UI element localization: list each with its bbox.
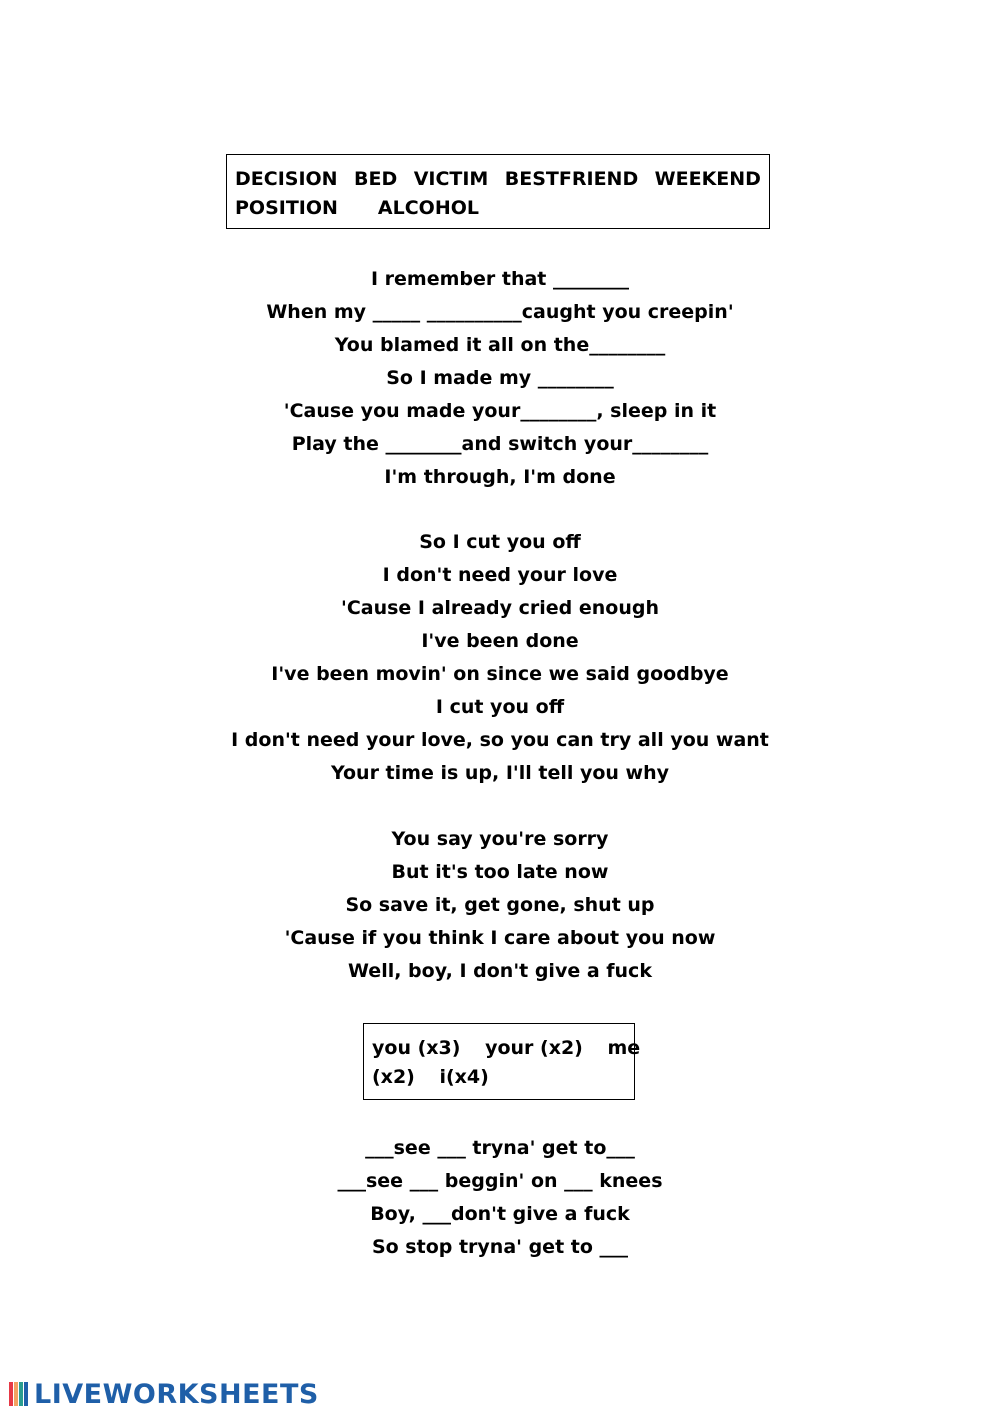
chorus [0, 526, 1000, 790]
lyric-line: You blamed it all on the________ [334, 334, 666, 356]
lyric-line: When my _____ __________caught you creepin' [266, 301, 734, 323]
word-bank-item: WEEKEND [654, 168, 761, 190]
pronoun-bank-row-1 [372, 1034, 641, 1063]
pronoun-bank-item: me [607, 1037, 641, 1059]
lyric-line: 'Cause if you think I care about you now [284, 927, 716, 949]
lyric-line: I've been movin' on since we said goodbye [271, 663, 729, 685]
lyric-line: I cut you off [435, 696, 565, 718]
lyric-line: So I made my ________ [386, 367, 614, 389]
word-bank-item: ALCOHOL [377, 197, 479, 219]
liveworksheets-logo [8, 1378, 319, 1410]
word-bank-box [226, 154, 770, 229]
liveworksheets-logo-text: LIVEWORKSHEETS [34, 1378, 319, 1410]
word-bank-item: VICTIM [413, 168, 489, 190]
lyric-line: 'Cause you made your________, sleep in it [283, 400, 717, 422]
lyric-line: So I cut you off [419, 531, 581, 553]
word-bank-item: BESTFRIEND [504, 168, 639, 190]
word-bank-item: POSITION [235, 197, 338, 219]
lyric-line: So stop tryna' get to ___ [371, 1236, 629, 1258]
lyric-line: I don't need your love [382, 564, 618, 586]
verse-2 [0, 823, 1000, 988]
lyric-line: But it's too late now [391, 861, 609, 883]
lyric-line: I don't need your love, so you can try all you want [231, 729, 769, 751]
verse-3 [0, 1132, 1000, 1264]
lyric-line: Your time is up, I'll tell you why [330, 762, 670, 784]
pronoun-bank-item: (x2) [372, 1066, 415, 1088]
verse-1 [0, 263, 1000, 494]
lyric-line: Well, boy, I don't give a fuck [348, 960, 652, 982]
liveworksheets-logo-icon [8, 1380, 30, 1408]
lyric-line: 'Cause I already cried enough [341, 597, 659, 619]
pronoun-bank-row-2 [372, 1063, 626, 1092]
lyric-line: Play the ________and switch your________ [291, 433, 709, 455]
lyric-line: I'm through, I'm done [384, 466, 616, 488]
word-bank-item: DECISION [235, 168, 338, 190]
word-bank-row-1 [235, 165, 761, 194]
lyric-line: You say you're sorry [391, 828, 609, 850]
word-bank-row-2 [235, 194, 761, 223]
pronoun-bank-item: your (x2) [485, 1037, 583, 1059]
lyric-line: I've been done [421, 630, 579, 652]
lyric-line: ___see ___ beggin' on ___ knees [337, 1170, 663, 1192]
word-bank-item: BED [354, 168, 398, 190]
lyric-line: So save it, get gone, shut up [345, 894, 655, 916]
pronoun-bank-item: i(x4) [439, 1066, 489, 1088]
lyric-line: I remember that ________ [370, 268, 630, 290]
lyric-line: ___see ___ tryna' get to___ [365, 1137, 635, 1159]
pronoun-bank-item: you (x3) [372, 1037, 461, 1059]
lyric-line: Boy, ___don't give a fuck [370, 1203, 630, 1225]
pronoun-bank-box [363, 1023, 641, 1100]
